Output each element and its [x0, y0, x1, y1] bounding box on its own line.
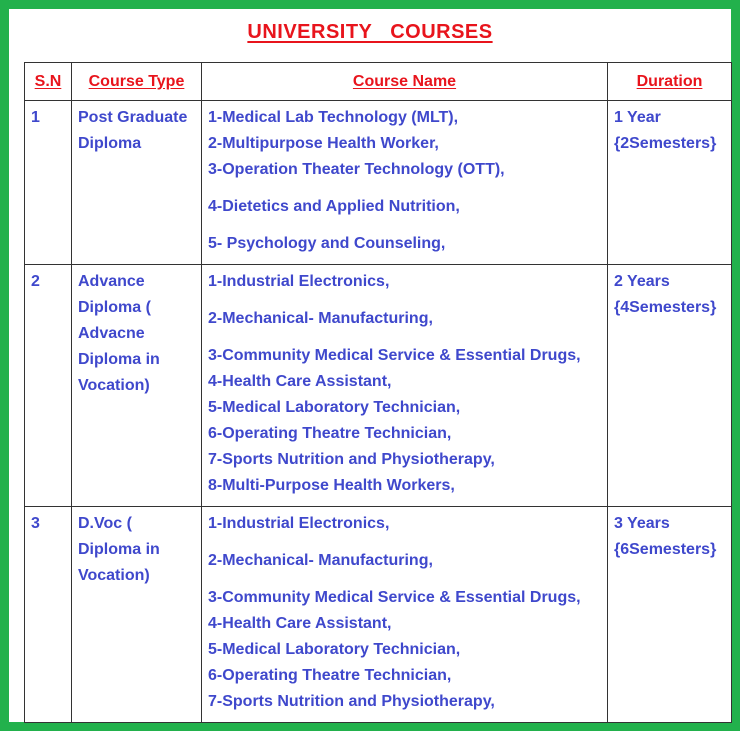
course-type-value: D.Voc ( Diploma in Vocation) [78, 515, 160, 584]
course-item: 7-Sports Nutrition and Physiotherapy, [208, 693, 495, 710]
course-item: 6-Operating Theatre Technician, [208, 667, 452, 684]
course-item: 1-Industrial Electronics, [208, 273, 390, 290]
cell-duration [608, 101, 732, 265]
duration-value: 1 Year [614, 109, 661, 126]
course-item: 2-Mechanical- Manufacturing, [208, 310, 433, 327]
page-title: UNIVERSITY COURSES [247, 21, 493, 43]
cell-sn [25, 507, 72, 723]
sn-value: 2 [31, 273, 40, 290]
duration-semesters: {6Semesters} [614, 541, 717, 558]
table-row [25, 265, 732, 507]
course-item: 3-Operation Theater Technology (OTT), [208, 161, 505, 178]
duration-value: 3 Years [614, 515, 670, 532]
duration-value: 2 Years [614, 273, 670, 290]
sn-value: 1 [31, 109, 40, 126]
course-item: 2-Multipurpose Health Worker, [208, 135, 439, 152]
cell-course-name [202, 101, 608, 265]
course-item: 5-Medical Laboratory Technician, [208, 641, 461, 658]
cell-course-type [72, 101, 202, 265]
course-item: 3-Community Medical Service & Essential Drugs, [208, 589, 581, 606]
cell-course-type [72, 507, 202, 723]
course-type-value: Advance Diploma ( Advacne Diploma in Vocation) [78, 273, 160, 394]
course-item: 5- Psychology and Counseling, [208, 235, 446, 252]
course-item: 4-Health Care Assistant, [208, 615, 392, 632]
course-item: 4-Health Care Assistant, [208, 373, 392, 390]
course-item: 1-Medical Lab Technology (MLT), [208, 109, 459, 126]
header-sn: S.N [25, 63, 72, 101]
course-item: 1-Industrial Electronics, [208, 515, 390, 532]
course-item: 4-Dietetics and Applied Nutrition, [208, 198, 460, 215]
cell-sn [25, 101, 72, 265]
course-item: 5-Medical Laboratory Technician, [208, 399, 461, 416]
cell-course-name [202, 507, 608, 723]
table-header-row [25, 63, 732, 101]
table-row [25, 101, 732, 265]
course-item: 3-Community Medical Service & Essential Drugs, [208, 347, 581, 364]
cell-duration [608, 265, 732, 507]
course-type-value: Post Graduate Diploma [78, 109, 188, 152]
cell-sn [25, 265, 72, 507]
header-course-type: Course Type [72, 63, 202, 101]
cell-course-name [202, 265, 608, 507]
cell-course-type [72, 265, 202, 507]
header-duration: Duration [608, 63, 732, 101]
course-item: 2-Mechanical- Manufacturing, [208, 552, 433, 569]
course-item: 6-Operating Theatre Technician, [208, 425, 452, 442]
table-row [25, 507, 732, 723]
duration-semesters: {2Semesters} [614, 135, 717, 152]
courses-table [24, 62, 732, 723]
course-item: 8-Multi-Purpose Health Workers, [208, 477, 455, 494]
cell-duration [608, 507, 732, 723]
duration-semesters: {4Semesters} [614, 299, 717, 316]
sn-value: 3 [31, 515, 40, 532]
course-item: 7-Sports Nutrition and Physiotherapy, [208, 451, 495, 468]
header-course-name: Course Name [202, 63, 608, 101]
